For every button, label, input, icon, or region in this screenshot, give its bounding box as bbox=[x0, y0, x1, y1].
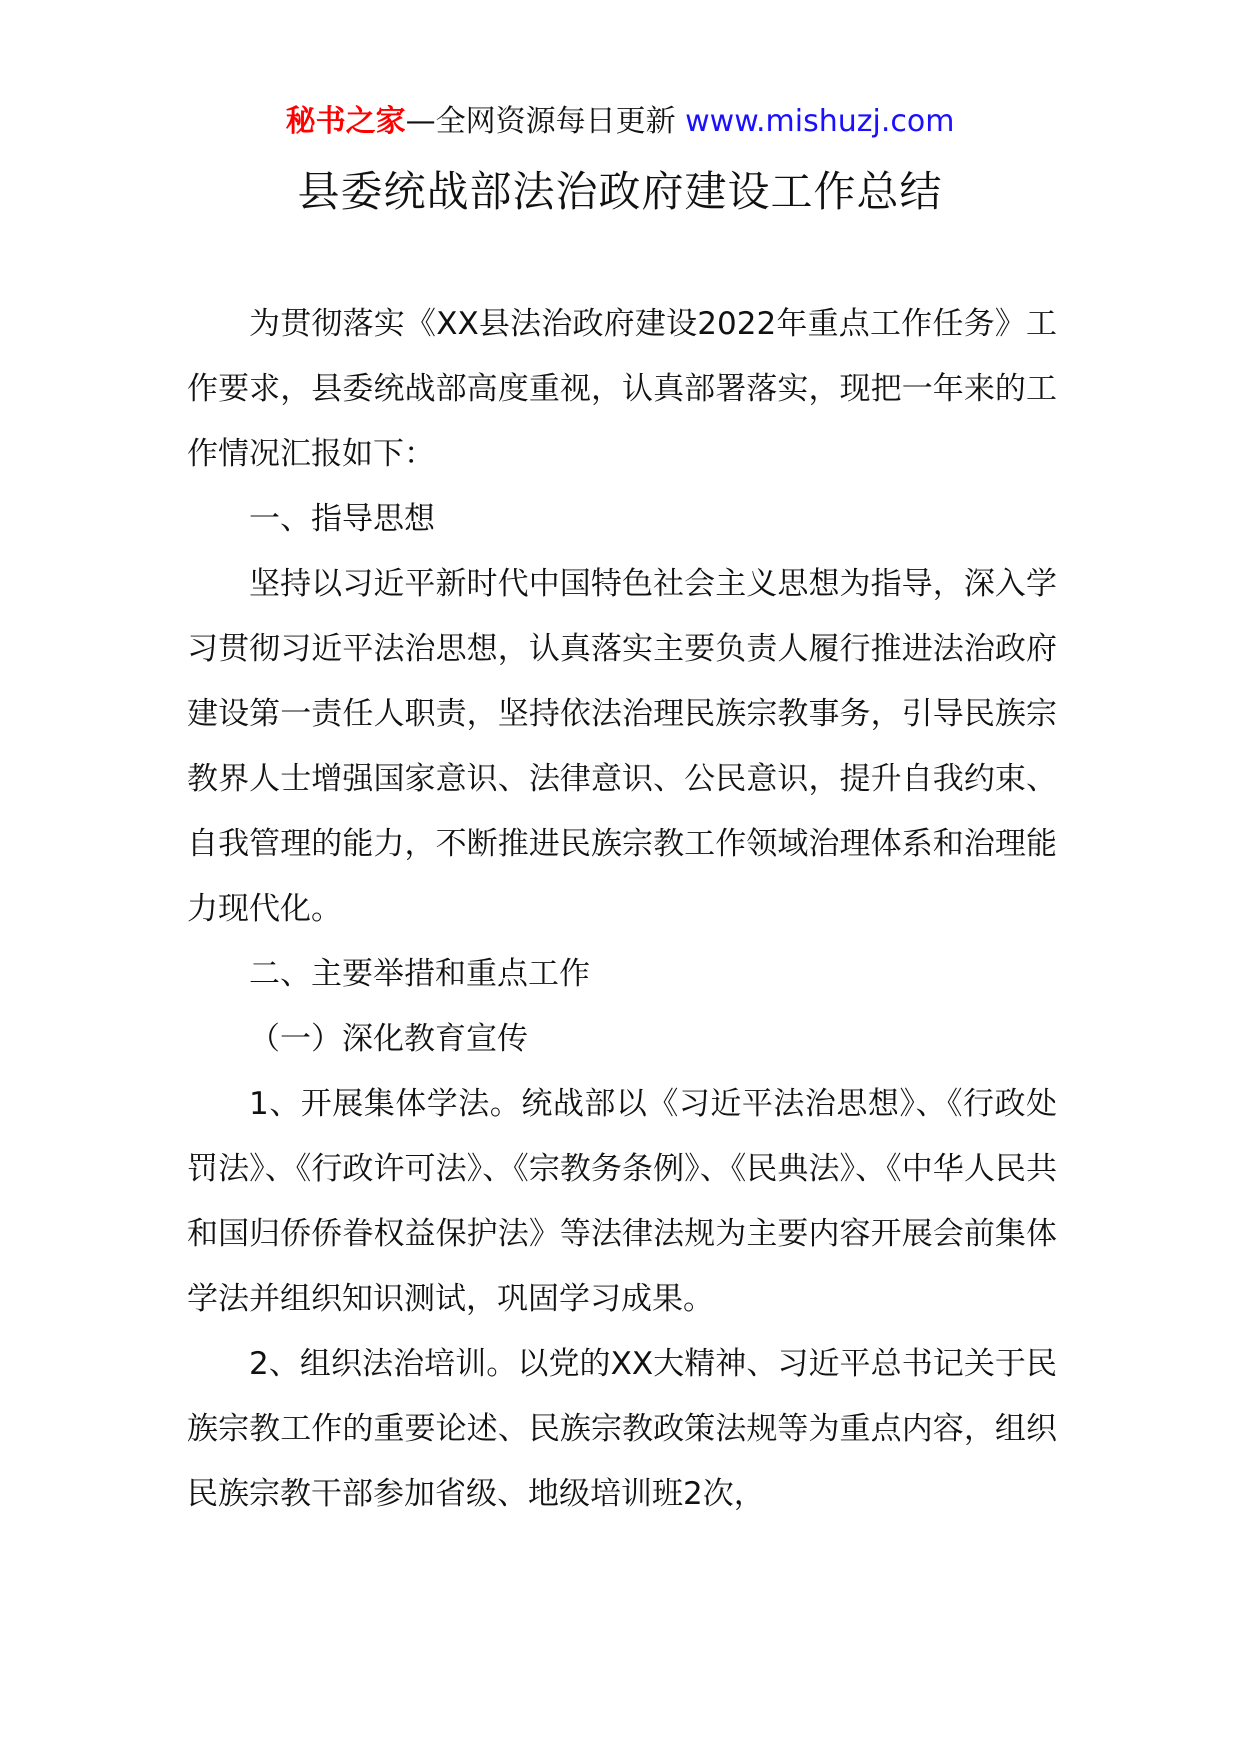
subsection-heading-education: （一）深化教育宣传 bbox=[249, 1021, 528, 1057]
item-legal-training: 2、组织法治培训。以党的XX大精神、习近平总书记关于民族宗教工作的重要论述、民族宗教政策法规等为重点内容，组织民族宗教干部参加省级、地级培训班2次， bbox=[187, 1346, 1057, 1512]
section-heading-main-measures: 二、主要举措和重点工作 bbox=[249, 956, 590, 992]
brand-name: 秘书之家 bbox=[285, 104, 406, 139]
item-collective-law-study: 1、开展集体学法。统战部以《习近平法治思想》、《行政处罚法》、《行政许可法》、《宗教务条例》、《民典法》、《中华人民共和国归侨侨眷权益保护法》等法律法规为主要内容开展会前集体学法并组织知识测试，巩固学习成果。 bbox=[187, 1086, 1057, 1317]
header-tagline: —全网资源每日更新 bbox=[405, 104, 686, 139]
guiding-ideology-paragraph: 坚持以习近平新时代中国特色社会主义思想为指导，深入学习贯彻习近平法治思想，认真落实主要负责人履行推进法治政府建设第一责任人职责，坚持依法治理民族宗教事务，引导民族宗教界人士增强国家意识、法律意识、公民意识，提升自我约束、自我管理的能力，不断推进民族宗教工作领域治理体系和治理能力现代化。 bbox=[187, 566, 1057, 927]
document-title: 县委统战部法治政府建设工作总结 bbox=[297, 167, 943, 216]
site-header bbox=[0, 100, 1240, 144]
document-body bbox=[187, 292, 1057, 1527]
intro-paragraph: 为贯彻落实《XX县法治政府建设2022年重点工作任务》工作要求，县委统战部高度重视，认真部署落实，现把一年来的工作情况汇报如下： bbox=[187, 306, 1057, 472]
header-url-link[interactable]: www.mishuzj.com bbox=[685, 104, 955, 139]
section-heading-guiding-ideology: 一、指导思想 bbox=[249, 501, 435, 537]
